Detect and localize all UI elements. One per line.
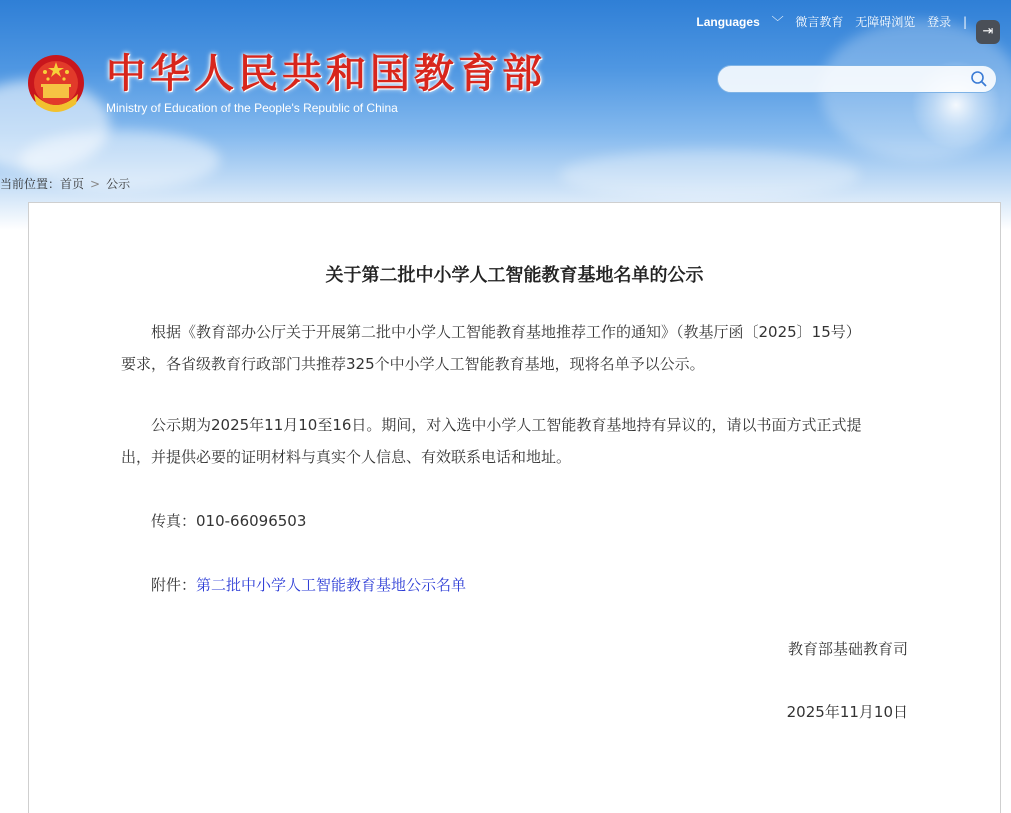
article-container <box>28 202 1001 813</box>
fax-line: 传真：010-66096503 <box>151 512 307 530</box>
attachment-link[interactable]: 第二批中小学人工智能教育基地公示名单 <box>196 576 467 594</box>
exit-icon[interactable]: ⇥ <box>976 20 1000 44</box>
paragraph-line: 要求，各省级教育行政部门共推荐325个中小学人工智能教育基地，现将名单予以公示。 <box>121 355 705 373</box>
weiyan-education-link[interactable]: 微言教育 <box>795 15 844 29</box>
signature: 教育部基础教育司 <box>787 640 908 658</box>
accessibility-link[interactable]: 无障碍浏览 <box>855 15 916 29</box>
page-header <box>0 0 1011 230</box>
article-title: 关于第二批中小学人工智能教育基地名单的公示 <box>325 265 704 286</box>
article-paragraph-1 <box>121 316 921 380</box>
search-input[interactable] <box>730 66 974 94</box>
chevron-down-icon: ﹀ <box>771 15 784 29</box>
top-navigation <box>688 13 967 30</box>
attachment-line <box>151 574 466 595</box>
header-cloud <box>560 150 860 200</box>
breadcrumb-current[interactable]: 公示 <box>106 177 131 191</box>
publish-date: 2025年11月10日 <box>786 703 908 721</box>
nav-divider: | <box>962 15 967 29</box>
languages-link[interactable]: Languages <box>696 15 760 29</box>
attachment-label: 附件： <box>151 576 197 594</box>
paragraph-line: 出，并提供必要的证明材料与真实个人信息、有效联系电话和地址。 <box>121 448 572 466</box>
site-subtitle: Ministry of Education of the People's Republic of China <box>106 101 398 115</box>
breadcrumb <box>0 175 130 192</box>
breadcrumb-label: 当前位置： <box>0 177 61 191</box>
paragraph-line: 公示期为2025年11月10至16日。期间，对入选中小学人工智能教育基地持有异议的，请以书面方式正式提 <box>151 416 862 434</box>
paragraph-line: 根据《教育部办公厅关于开展第二批中小学人工智能教育基地推荐工作的通知》（教基厅函〔2025〕15号） <box>151 323 861 341</box>
breadcrumb-home[interactable]: 首页 <box>60 177 85 191</box>
chevron-right-icon: > <box>90 177 101 191</box>
search-box <box>717 65 997 93</box>
national-emblem-icon[interactable] <box>26 54 86 116</box>
article-paragraph-2 <box>121 409 921 473</box>
login-link[interactable]: 登录 <box>927 15 952 29</box>
site-title[interactable]: 中华人民共和国教育部 <box>106 51 546 97</box>
search-icon[interactable] <box>970 70 988 88</box>
